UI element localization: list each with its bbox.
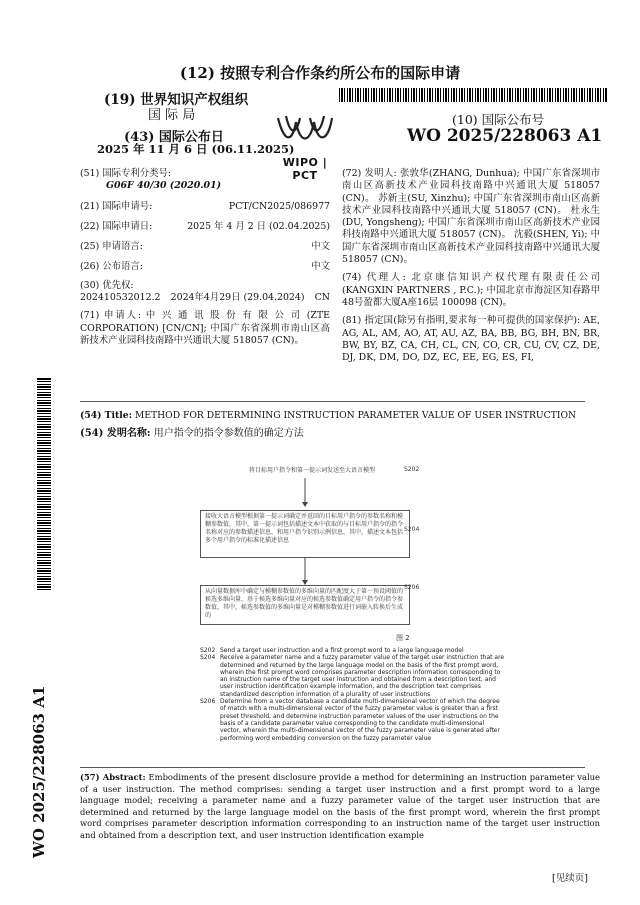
pub-no-label: (10) 国际公布号 xyxy=(452,112,545,127)
flow-tag-s206: S206 xyxy=(404,584,420,591)
org-name-line2: 国 际 局 xyxy=(148,108,196,123)
figure-label: 图 2 xyxy=(396,634,410,642)
flow-arrow-1 xyxy=(300,478,310,508)
inventor-block xyxy=(342,168,600,266)
pub-date-value: 2025 年 11 月 6 日 (06.11.2025) xyxy=(97,142,295,156)
legend-text: Receive a parameter name and a fuzzy parameter value of the target user instruction that are determined and returned by the large language model on the basis of the first prompt word, wherein the first prompt word comprises parameter description information corresponding to an instruction name of the target user instruction and obtained from a description text, and user instruction identification example information, and the description text comprises standardized description information of a plurality of user instructions xyxy=(220,654,505,698)
title-divider xyxy=(80,401,585,402)
legend-row xyxy=(200,647,520,654)
figure-legend xyxy=(200,647,520,742)
applicant-label: (71) 申请人: xyxy=(80,310,141,322)
applicant-text: 中 兴 通 讯 股 份 有 限 公 司 (ZTE CORPORATION) [CN/CN]; 中国广东省深圳市南山区高新技术产业园科技南路中兴通讯大厦 518057 (CN)。 xyxy=(80,310,331,346)
title-en-label: (54) Title: xyxy=(80,410,132,421)
filing-date-value: 2025 年 4 月 2 日 (02.04.2025) xyxy=(187,220,330,232)
legend-text: Determine from a vector database a candidate multi-dimensional vector of which the degree of match with a multi-dimensional vector of the fuzzy parameter value is greater than a first preset threshold, and determine instruction parameter values of the user instructions on the basis of a candidate parameter value corresponding to the candidate multi-dimensional vector, wherein the multi-dimensional vector of the fuzzy parameter value is generated after performing word embedding conversion on the fuzzy parameter value xyxy=(220,698,500,742)
flow-box-s206-text: 从向量数据库中确定与模糊参数值的多维向量的匹配度大于第一预设阈值的候选多维向量，基于候选多维向量对应的候选参数值确定用户指令的指令参数值，其中，候选参数值的多维向量是对模糊参数值进行词嵌入转换后生成的 xyxy=(205,588,404,619)
app-no-value: PCT/CN2025/086977 xyxy=(228,200,330,212)
states-text: (除另有指明,要求每一种可提供的国家保护): AE, AG, AL, AM, AO, AT, AU, AZ, BA, BB, BG, BH, BN, BR, BW, BY, BZ, CA, CH, CL, CN, CO, CR, CU, CV, CZ, DE, DJ, DK, DM, DO, DZ, EC, EE, EG, ES, FI, xyxy=(342,315,600,364)
states-block xyxy=(342,315,600,364)
document-title: (12) 按照专利合作条约所公布的国际申请 xyxy=(179,64,461,82)
flow-tag-s204: S204 xyxy=(404,526,420,533)
applicant-block xyxy=(80,310,330,347)
pub-date-label: (43) 国际公布日 xyxy=(124,130,224,145)
app-no-row xyxy=(80,201,330,213)
title-cn: 用户指令的指令参数值的确定方法 xyxy=(153,428,304,439)
title-cn-row xyxy=(80,428,600,440)
barcode-side xyxy=(37,378,51,590)
inventor-label: (72) 发明人: xyxy=(342,168,397,179)
priority-row xyxy=(80,292,330,304)
side-publication-number: WO 2025/228063 A1 xyxy=(30,685,48,858)
wipo-logo-text: WIPO | PCT xyxy=(282,156,328,182)
priority-label: (30) 优先权: xyxy=(80,279,134,291)
priority-no: 202410532012.2 xyxy=(80,292,161,304)
flow-box-s204 xyxy=(200,510,410,558)
flow-arrow-2 xyxy=(300,558,310,588)
wipo-logo-icon xyxy=(270,112,340,152)
agent-text: 北京康信知识产权代理有限责任公司 (KANGXIN PARTNERS , P.C.); 中国北京市海淀区知春路甲48号盈都大厦A座16层 100098 (CN)。 xyxy=(342,272,600,308)
pub-lang-row xyxy=(80,261,330,273)
left-bib-column xyxy=(80,168,330,347)
filing-date-row xyxy=(80,221,330,233)
legend-code: S206 xyxy=(200,698,216,706)
right-bib-column xyxy=(342,168,600,364)
legend-code: S202 xyxy=(200,647,216,654)
flow-box-s202-text: 将目标用户指令和第一提示词发送至大语言模型 xyxy=(248,467,375,474)
abstract-label: (57) Abstract: xyxy=(80,772,146,782)
wipo-logo xyxy=(270,112,340,182)
filing-date-label: (22) 国际申请日: xyxy=(80,220,153,232)
flow-box-s206 xyxy=(200,585,410,625)
ipc-value: G06F 40/30 (2020.01) xyxy=(106,180,222,192)
legend-row xyxy=(200,654,520,698)
filing-lang-value: 中文 xyxy=(311,241,330,253)
title-cn-label: (54) 发明名称: xyxy=(80,428,151,439)
agent-block xyxy=(342,272,600,309)
inventor-text: 张敦华(ZHANG, Dunhua); 中国广东省深圳市南山区高新技术产业园科技南路中兴通讯大厦 518057 (CN)。 苏新主(SU, Xinzhu); 中国广东省深圳市南山区高新技术产业园科技南路中兴通讯大厦 518057 (CN)。 杜永生(DU, Yongsheng); 中国广东省深圳市南山区高新技术产业园科技南路中兴通讯大厦 518057 (CN)。 沈毅(SHEN, Yi); 中国广东省深圳市南山区高新技术产业园科技南路中兴通讯大厦 518057 (CN)。 xyxy=(342,168,600,266)
legend-text: Send a target user instruction and a first prompt word to a large language model xyxy=(220,647,464,654)
abstract-text: Embodiments of the present disclosure provide a method for determining an instruction parameter value of a user instruction. The method comprises: sending a target user instruction and a first prompt word to a large language model; receiving a parameter name and a fuzzy parameter value of the target user instruction that are determined and returned by the large language model on the basis of the first prompt word, wherein the first prompt word comprises parameter description information corresponding to an instruction name of the target user instruction and obtained from a description text, and user instruction identification example xyxy=(80,772,600,840)
ipc-label: (51) 国际专利分类号: xyxy=(80,168,172,179)
title-en: METHOD FOR DETERMINING INSTRUCTION PARAMETER VALUE OF USER INSTRUCTION xyxy=(134,410,577,421)
priority-country: CN xyxy=(314,292,330,304)
pub-lang-label: (26) 公布语言: xyxy=(80,261,143,273)
flow-box-s204-text: 接收大语言模型根据第一提示词确定并返回的目标用户指令的参数名称和模糊参数值，其中，第一提示词包括描述文本中获取的与目标用户指令的指令名称对应的参数描述信息，和用户指令识别示例信息，其中，描述文本包括多个用户指令的标准化描述信息 xyxy=(205,513,404,544)
abstract-divider xyxy=(80,767,585,768)
agent-label: (74) 代理人: xyxy=(342,272,406,284)
filing-lang-label: (25) 申请语言: xyxy=(80,241,143,253)
legend-row xyxy=(200,698,520,742)
continued-footer: [见续页] xyxy=(552,873,588,884)
org-code: (19) xyxy=(104,92,136,108)
legend-code: S204 xyxy=(200,654,216,662)
barcode-top xyxy=(339,88,607,102)
title-en-row xyxy=(80,410,600,422)
app-no-label: (21) 国际申请号: xyxy=(80,200,153,212)
filing-lang-row xyxy=(80,241,330,253)
pub-no-value: WO 2025/228063 A1 xyxy=(407,126,603,146)
priority-date: 2024年4月29日 (29.04.2024) xyxy=(170,292,305,304)
org-name: 世界知识产权组织 xyxy=(140,92,249,108)
abstract-block xyxy=(80,772,600,842)
flow-box-s202 xyxy=(232,467,392,479)
states-label: (81) 指定国 xyxy=(342,315,394,327)
flow-tag-s202: S202 xyxy=(404,466,420,473)
pub-lang-value: 中文 xyxy=(311,261,330,273)
